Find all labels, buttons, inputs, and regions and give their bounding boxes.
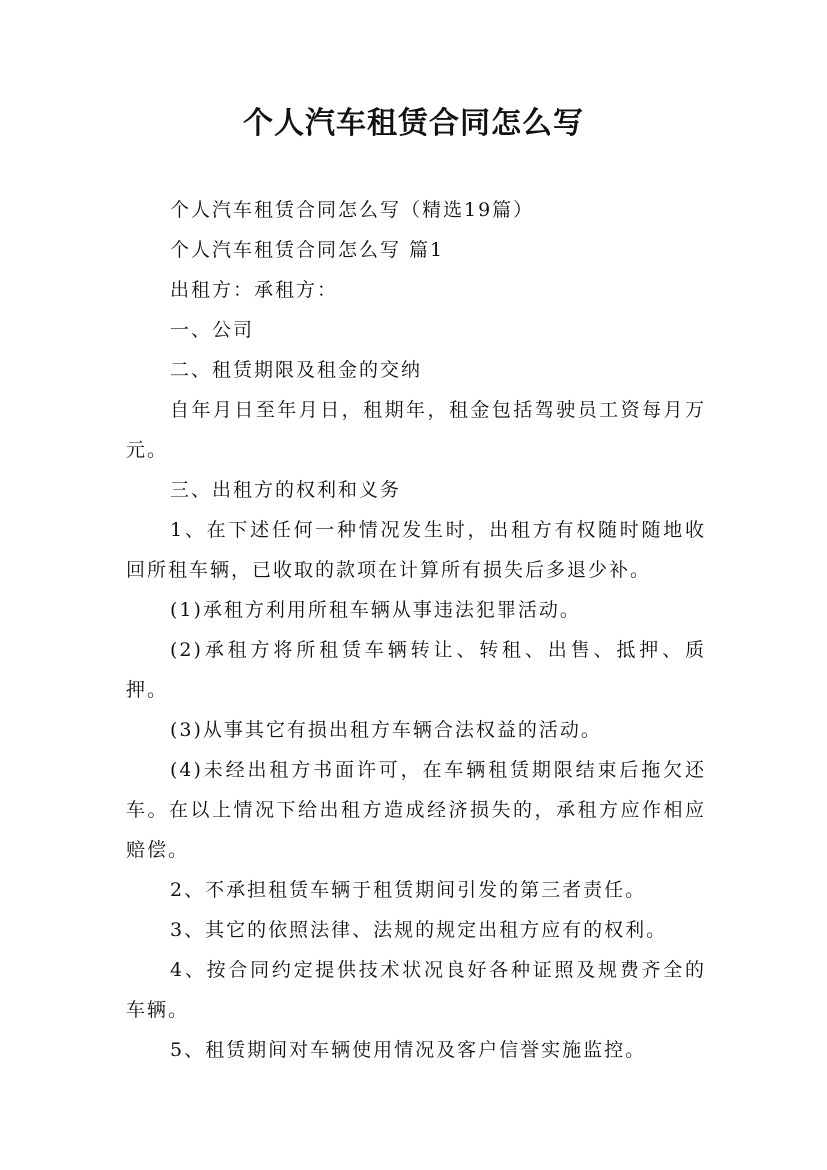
paragraph: 个人汽车租赁合同怎么写 篇1 — [170, 239, 445, 261]
paragraph: 三、出租方的权利和义务 — [170, 479, 402, 501]
paragraph: 出租方：承租方： — [170, 279, 339, 301]
document-title: 个人汽车租赁合同怎么写 — [243, 106, 584, 141]
paragraph: (2)承租方将所租赁车辆转让、转租、出售、抵押、质押。 — [126, 639, 706, 701]
paragraph: (1)承租方利用所租车辆从事违法犯罪活动。 — [170, 599, 581, 621]
paragraph: 1、在下述任何一种情况发生时，出租方有权随时随地收回所租车辆，已收取的款项在计算所有损失后多退少补。 — [126, 519, 706, 581]
paragraph: 二、租赁期限及租金的交纳 — [170, 359, 423, 381]
paragraph: 2、不承担租赁车辆于租赁期间引发的第三者责任。 — [170, 879, 647, 901]
paragraph: 一、公司 — [170, 319, 255, 341]
paragraph: (4)未经出租方书面许可，在车辆租赁期限结束后拖欠还车。在以上情况下给出租方造成经济损失的，承租方应作相应赔偿。 — [126, 759, 706, 861]
paragraph: 5、租赁期间对车辆使用情况及客户信誉实施监控。 — [170, 1039, 647, 1061]
paragraph: 自年月日至年月日，租期年，租金包括驾驶员工资每月万元。 — [126, 399, 706, 461]
paragraph: 个人汽车租赁合同怎么写（精选19篇） — [170, 199, 535, 221]
document-body — [126, 190, 706, 1070]
paragraph: (3)从事其它有损出租方车辆合法权益的活动。 — [170, 719, 602, 741]
paragraph: 4、按合同约定提供技术状况良好各种证照及规费齐全的车辆。 — [126, 959, 706, 1021]
paragraph: 3、其它的依照法律、法规的规定出租方应有的权利。 — [170, 919, 668, 941]
